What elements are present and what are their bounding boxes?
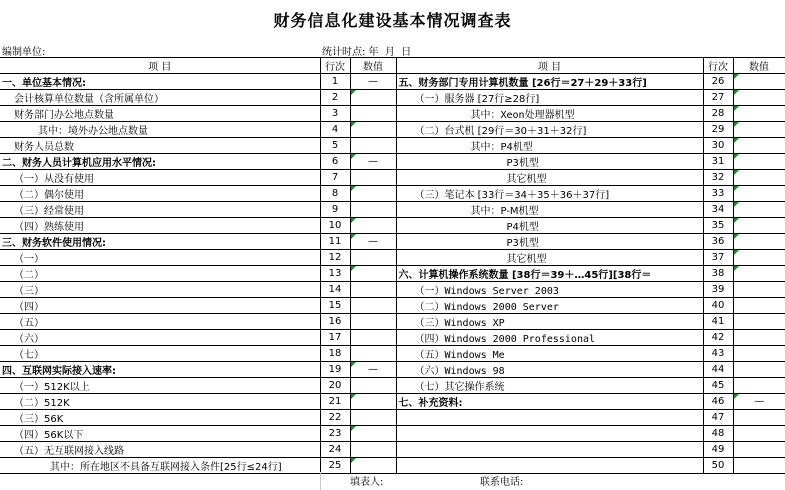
left-value-cell[interactable] <box>350 138 396 154</box>
right-item-label: 七、补充资料: <box>396 394 703 410</box>
left-item-label: （六） <box>0 330 320 346</box>
right-item-label: （四）Windows 2000 Professional <box>396 330 703 346</box>
right-row-number: 37 <box>703 250 733 266</box>
left-row-number: 5 <box>320 138 350 154</box>
table-row <box>0 138 785 154</box>
right-row-number: 27 <box>703 90 733 106</box>
table-row <box>0 362 785 378</box>
left-item-label: 财务部门办公地点数量 <box>0 106 320 122</box>
left-item-label: 会计核算单位数量（含所属单位） <box>0 90 320 106</box>
right-item-label: 其它机型 <box>396 250 703 266</box>
left-value-cell[interactable] <box>350 298 396 314</box>
table-row <box>0 250 785 266</box>
right-row-number: 40 <box>703 298 733 314</box>
right-row-number: 49 <box>703 442 733 458</box>
right-row-number: 26 <box>703 74 733 90</box>
left-value-cell[interactable] <box>350 106 396 122</box>
left-item-label: （一）从没有使用 <box>0 170 320 186</box>
left-value-cell[interactable]: — <box>350 362 396 378</box>
right-row-number: 33 <box>703 186 733 202</box>
right-row-number: 41 <box>703 314 733 330</box>
table-row <box>0 314 785 330</box>
table-row <box>0 394 785 410</box>
header-value-right: 数值 <box>733 58 785 74</box>
right-value-cell[interactable] <box>733 90 785 106</box>
left-row-number: 25 <box>320 458 350 474</box>
left-row-number: 18 <box>320 346 350 362</box>
right-item-label: （五）Windows Me <box>396 346 703 362</box>
right-item-label: （六）Windows 98 <box>396 362 703 378</box>
right-value-cell[interactable] <box>733 106 785 122</box>
right-item-label: P3机型 <box>396 154 703 170</box>
left-row-number: 23 <box>320 426 350 442</box>
left-item-label: （五）无互联网接入线路 <box>0 442 320 458</box>
left-value-cell[interactable]: — <box>350 234 396 250</box>
right-value-cell[interactable]: — <box>733 394 785 410</box>
right-row-number: 30 <box>703 138 733 154</box>
left-value-cell[interactable] <box>350 346 396 362</box>
left-row-number: 6 <box>320 154 350 170</box>
right-row-number: 50 <box>703 458 733 474</box>
right-value-cell[interactable] <box>733 202 785 218</box>
left-item-label: （一） <box>0 250 320 266</box>
left-row-number: 14 <box>320 282 350 298</box>
left-value-cell[interactable] <box>350 410 396 426</box>
right-item-label: （三）笔记本 [33行＝34＋35＋36＋37行] <box>396 186 703 202</box>
right-row-number: 31 <box>703 154 733 170</box>
left-item-label: （一）512K以上 <box>0 378 320 394</box>
right-row-number: 34 <box>703 202 733 218</box>
right-item-label: （一）服务器 [27行≥28行] <box>396 90 703 106</box>
left-row-number: 7 <box>320 170 350 186</box>
left-value-cell[interactable] <box>350 394 396 410</box>
right-item-label: 其中：P-M机型 <box>396 202 703 218</box>
right-row-number: 48 <box>703 426 733 442</box>
left-row-number: 17 <box>320 330 350 346</box>
left-item-label: （三）56K <box>0 410 320 426</box>
survey-table <box>0 57 785 474</box>
right-item-label: （三）Windows XP <box>396 314 703 330</box>
right-value-cell[interactable] <box>733 154 785 170</box>
right-value-cell[interactable] <box>733 346 785 362</box>
left-value-cell[interactable] <box>350 378 396 394</box>
left-item-label: 其中：所在地区不具备互联网接入条件[25行≤24行] <box>0 458 320 474</box>
left-item-label: （七） <box>0 346 320 362</box>
right-item-label <box>396 442 703 458</box>
time-label: 统计时点: 年 月 日 <box>322 47 412 58</box>
right-value-cell[interactable] <box>733 378 785 394</box>
header-rowno-right: 行次 <box>703 58 733 74</box>
right-value-cell[interactable] <box>733 362 785 378</box>
right-item-label: P3机型 <box>396 234 703 250</box>
table-row <box>0 170 785 186</box>
left-item-label: （二）偶尔使用 <box>0 186 320 202</box>
left-row-number: 13 <box>320 266 350 282</box>
right-value-cell[interactable] <box>733 122 785 138</box>
left-row-number: 1 <box>320 74 350 90</box>
table-row <box>0 74 785 90</box>
right-row-number: 42 <box>703 330 733 346</box>
header-item-right: 项 目 <box>396 58 703 74</box>
unit-label: 编制单位: <box>2 47 46 58</box>
right-value-cell[interactable] <box>733 234 785 250</box>
left-value-cell[interactable] <box>350 202 396 218</box>
right-item-label: （二）Windows 2000 Server <box>396 298 703 314</box>
left-row-number: 19 <box>320 362 350 378</box>
right-value-cell[interactable] <box>733 442 785 458</box>
right-item-label: 六、计算机操作系统数量 [38行＝39＋…45行][38行＝ <box>396 266 703 282</box>
filler-label: 填表人: <box>350 477 384 488</box>
left-row-number: 12 <box>320 250 350 266</box>
left-item-label: 四、互联网实际接入速率: <box>0 362 320 378</box>
right-item-label: 其中：Xeon处理器机型 <box>396 106 703 122</box>
table-row <box>0 378 785 394</box>
left-value-cell[interactable] <box>350 282 396 298</box>
table-row <box>0 426 785 442</box>
table-row <box>0 218 785 234</box>
header-value-left: 数值 <box>350 58 396 74</box>
left-value-cell[interactable]: — <box>350 74 396 90</box>
table-row <box>0 186 785 202</box>
left-item-label: （四）熟练使用 <box>0 218 320 234</box>
right-row-number: 32 <box>703 170 733 186</box>
right-value-cell[interactable] <box>733 74 785 90</box>
left-item-label: 其中：境外办公地点数量 <box>0 122 320 138</box>
right-value-cell[interactable] <box>733 426 785 442</box>
right-value-cell[interactable] <box>733 218 785 234</box>
left-value-cell[interactable] <box>350 186 396 202</box>
right-row-number: 36 <box>703 234 733 250</box>
left-item-label: 二、财务人员计算机应用水平情况: <box>0 154 320 170</box>
left-value-cell[interactable] <box>350 330 396 346</box>
left-value-cell[interactable]: — <box>350 154 396 170</box>
right-value-cell[interactable] <box>733 266 785 282</box>
left-row-number: 11 <box>320 234 350 250</box>
left-item-label: 三、财务软件使用情况: <box>0 234 320 250</box>
left-item-label: （三） <box>0 282 320 298</box>
right-value-cell[interactable] <box>733 410 785 426</box>
right-item-label <box>396 426 703 442</box>
left-item-label: （二） <box>0 266 320 282</box>
right-item-label <box>396 410 703 426</box>
header-item-left: 项 目 <box>0 58 320 74</box>
left-item-label: （二）512K <box>0 394 320 410</box>
table-row <box>0 298 785 314</box>
left-value-cell[interactable] <box>350 250 396 266</box>
right-row-number: 47 <box>703 410 733 426</box>
right-row-number: 46 <box>703 394 733 410</box>
right-row-number: 39 <box>703 282 733 298</box>
table-row <box>0 202 785 218</box>
left-value-cell[interactable] <box>350 90 396 106</box>
page-title: 财务信息化建设基本情况调查表 <box>273 11 512 30</box>
table-row <box>0 442 785 458</box>
right-value-cell[interactable] <box>733 314 785 330</box>
left-value-cell[interactable] <box>350 314 396 330</box>
header-row <box>0 58 785 74</box>
left-value-cell[interactable] <box>350 442 396 458</box>
right-row-number: 29 <box>703 122 733 138</box>
table-row <box>0 282 785 298</box>
left-row-number: 2 <box>320 90 350 106</box>
left-row-number: 15 <box>320 298 350 314</box>
left-value-cell[interactable] <box>350 426 396 442</box>
right-item-label: 五、财务部门专用计算机数量 [26行＝27＋29＋33行] <box>396 74 703 90</box>
table-row <box>0 410 785 426</box>
table-row <box>0 154 785 170</box>
right-value-cell[interactable] <box>733 186 785 202</box>
right-value-cell[interactable] <box>733 138 785 154</box>
header-rowno-left: 行次 <box>320 58 350 74</box>
left-item-label: 一、单位基本情况: <box>0 74 320 90</box>
right-value-cell[interactable] <box>733 250 785 266</box>
right-row-number: 43 <box>703 346 733 362</box>
left-row-number: 21 <box>320 394 350 410</box>
right-row-number: 35 <box>703 218 733 234</box>
right-value-cell[interactable] <box>733 170 785 186</box>
left-item-label: （五） <box>0 314 320 330</box>
left-item-label: （四）56K以下 <box>0 426 320 442</box>
right-value-cell[interactable] <box>733 298 785 314</box>
table-row <box>0 266 785 282</box>
right-item-label: P4机型 <box>396 218 703 234</box>
phone-label: 联系电话: <box>480 477 524 488</box>
left-row-number: 8 <box>320 186 350 202</box>
table-row <box>0 330 785 346</box>
right-item-label: （二）台式机 [29行＝30＋31＋32行] <box>396 122 703 138</box>
left-item-label: 财务人员总数 <box>0 138 320 154</box>
left-row-number: 4 <box>320 122 350 138</box>
table-row <box>0 90 785 106</box>
left-row-number: 24 <box>320 442 350 458</box>
table-row <box>0 346 785 362</box>
table-row <box>0 106 785 122</box>
right-row-number: 38 <box>703 266 733 282</box>
right-item-label: 其它机型 <box>396 170 703 186</box>
right-row-number: 45 <box>703 378 733 394</box>
right-row-number: 28 <box>703 106 733 122</box>
left-value-cell[interactable] <box>350 218 396 234</box>
left-row-number: 9 <box>320 202 350 218</box>
footer-area <box>320 472 785 490</box>
right-item-label: （七）其它操作系统 <box>396 378 703 394</box>
left-item-label: （三）经常使用 <box>0 202 320 218</box>
right-value-cell[interactable] <box>733 282 785 298</box>
right-value-cell[interactable] <box>733 330 785 346</box>
right-row-number: 44 <box>703 362 733 378</box>
left-row-number: 3 <box>320 106 350 122</box>
left-value-cell[interactable] <box>350 266 396 282</box>
table-row <box>0 122 785 138</box>
left-value-cell[interactable] <box>350 170 396 186</box>
right-item-label: 其中：P4机型 <box>396 138 703 154</box>
left-value-cell[interactable] <box>350 122 396 138</box>
table-row <box>0 234 785 250</box>
left-row-number: 22 <box>320 410 350 426</box>
left-row-number: 10 <box>320 218 350 234</box>
left-item-label: （四） <box>0 298 320 314</box>
right-item-label: （一）Windows Server 2003 <box>396 282 703 298</box>
left-row-number: 16 <box>320 314 350 330</box>
left-row-number: 20 <box>320 378 350 394</box>
